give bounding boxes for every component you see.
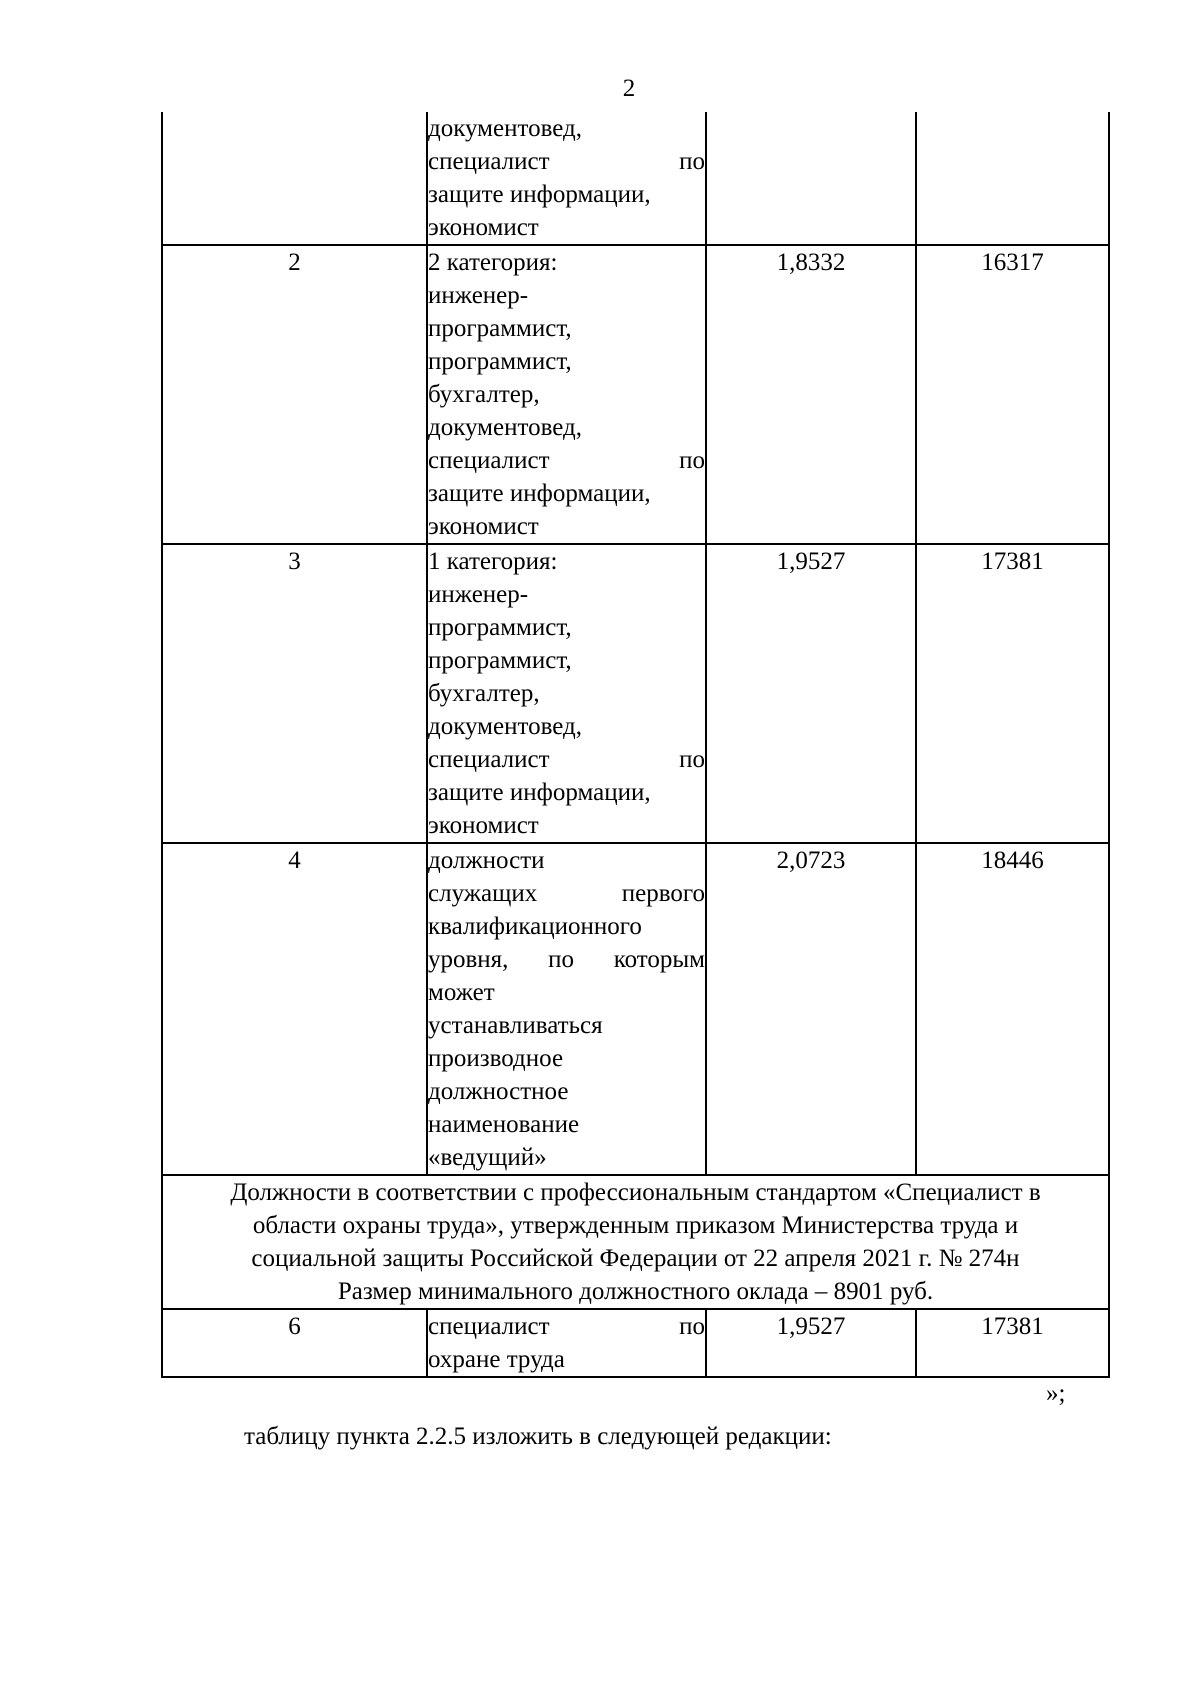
position-description-line: «ведущий» <box>428 1144 547 1171</box>
salary-cell: 17381 <box>916 544 1109 843</box>
coefficient-cell: 1,9527 <box>706 544 916 843</box>
section-header-cell <box>162 1175 1109 1309</box>
position-description-line: 2 категория: <box>428 249 558 276</box>
page-number: 2 <box>622 75 636 102</box>
table-row <box>162 112 1109 245</box>
position-description-cell <box>427 112 706 245</box>
position-description-line: защите информации, <box>428 181 651 208</box>
position-description-line: производное <box>428 1045 564 1072</box>
position-description-line: документовед, <box>428 115 582 142</box>
position-description-cell <box>427 1309 706 1377</box>
coefficient-cell: 1,8332 <box>706 245 916 544</box>
number-cell <box>162 112 427 245</box>
section-header-line: социальной защиты Российской Федерации от 22 апреля 2021 г. № 274н <box>251 1245 1020 1272</box>
position-description-line: экономист <box>428 812 539 839</box>
position-description-line: специалист по <box>428 447 705 474</box>
position-description-line: специалист по <box>428 1313 705 1340</box>
table-row <box>162 1309 1109 1377</box>
position-description-cell <box>427 245 706 544</box>
position-description-line: экономист <box>428 214 539 241</box>
coefficient-cell: 1,9527 <box>706 1309 916 1377</box>
section-header-line: области охраны труда», утвержденным приказом Министерства труда и <box>252 1212 1019 1239</box>
position-description-line: наименование <box>428 1111 580 1138</box>
position-description-line: бухгалтер, <box>428 680 540 707</box>
position-description-line: охране труда <box>428 1346 565 1373</box>
salary-cell: 16317 <box>916 245 1109 544</box>
coefficient-cell: 2,0723 <box>706 843 916 1175</box>
position-description-line: программист, <box>428 614 572 641</box>
table-body <box>162 112 1109 1377</box>
position-description-line: устанавливаться <box>428 1012 603 1039</box>
salary-cell <box>916 112 1109 245</box>
position-description-line: программист, <box>428 647 572 674</box>
position-description-cell <box>427 843 706 1175</box>
salary-cell: 18446 <box>916 843 1109 1175</box>
position-description-line: квалификационного <box>428 913 642 940</box>
coefficient-cell <box>706 112 916 245</box>
position-description-line: инженер- <box>428 282 529 309</box>
position-description-line: программист, <box>428 315 572 342</box>
position-description-line: уровня, по которым <box>428 946 705 973</box>
position-description-line: 1 категория: <box>428 548 558 575</box>
section-header-line: Должности в соответствии с профессиональным стандартом «Специалист в <box>230 1179 1041 1206</box>
position-description-line: программист, <box>428 348 572 375</box>
salary-cell: 17381 <box>916 1309 1109 1377</box>
section-header-row <box>162 1175 1109 1309</box>
position-description-line: защите информации, <box>428 779 651 806</box>
position-description-line: экономист <box>428 513 539 540</box>
number-cell: 3 <box>162 544 427 843</box>
number-cell: 6 <box>162 1309 427 1377</box>
table-row <box>162 843 1109 1175</box>
position-description-line: защите информации, <box>428 480 651 507</box>
position-description-line: документовед, <box>428 713 582 740</box>
number-cell: 4 <box>162 843 427 1175</box>
position-description-line: специалист по <box>428 746 705 773</box>
number-cell: 2 <box>162 245 427 544</box>
position-description-line: специалист по <box>428 148 705 175</box>
position-description-line: бухгалтер, <box>428 381 540 408</box>
position-description-line: может <box>428 979 495 1006</box>
position-description-line: служащих первого <box>428 880 705 907</box>
table-row <box>162 245 1109 544</box>
position-description-line: должности <box>428 847 545 874</box>
table-row <box>162 544 1109 843</box>
position-description-line: инженер- <box>428 581 529 608</box>
salary-table <box>161 112 1110 1378</box>
position-description-line: документовед, <box>428 414 582 441</box>
closing-quote: »; <box>1046 1380 1066 1407</box>
section-header-line: Размер минимального должностного оклада – 8901 руб. <box>337 1278 934 1305</box>
position-description-cell <box>427 544 706 843</box>
instruction-text: таблицу пункта 2.2.5 изложить в следующей редакции: <box>244 1423 832 1450</box>
position-description-line: должностное <box>428 1078 569 1105</box>
